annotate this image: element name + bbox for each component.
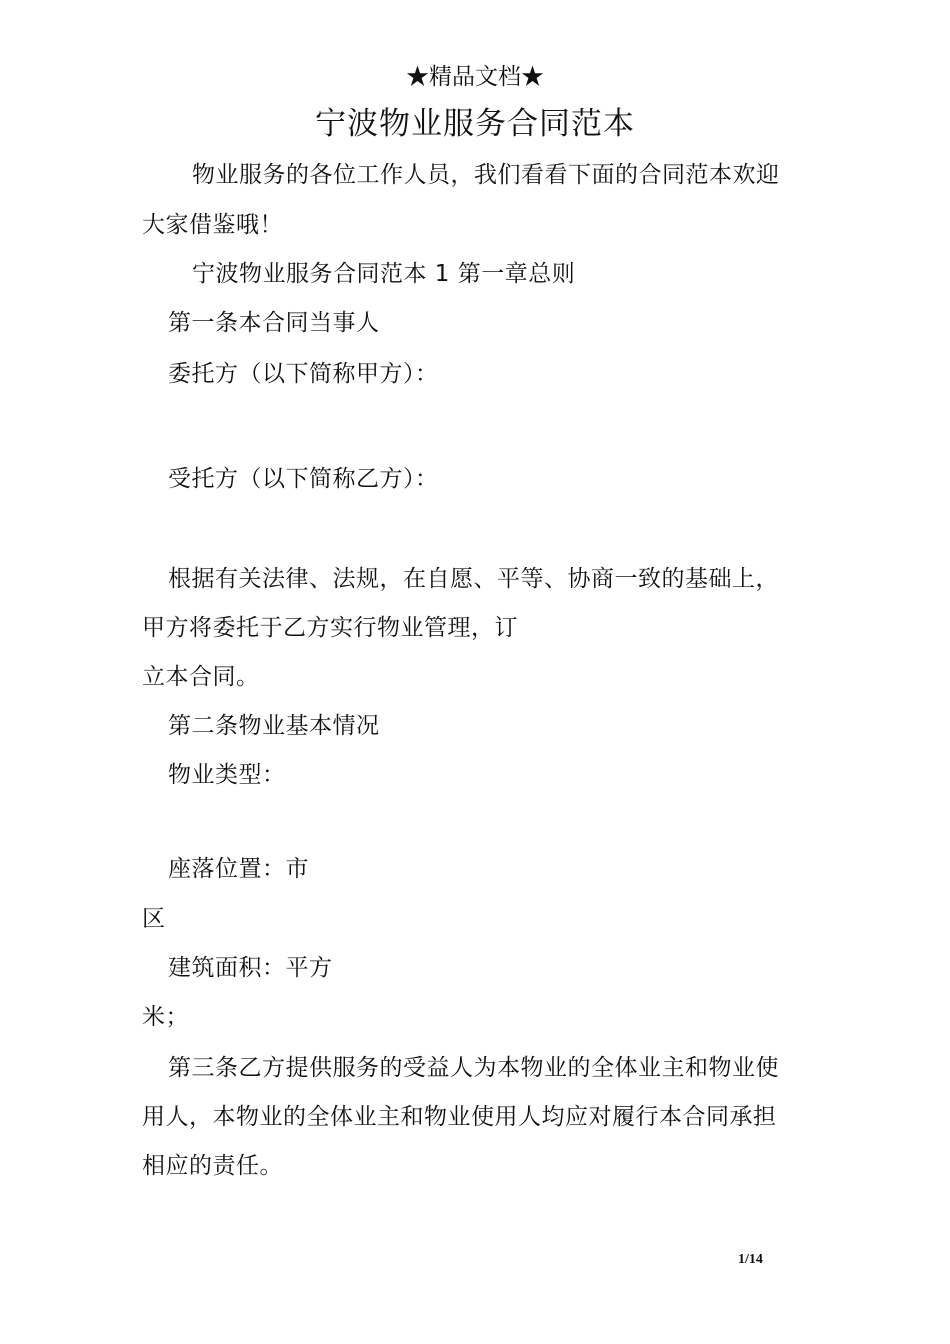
paragraph-line: 物业服务的各位工作人员，我们看看下面的合同范本欢迎 xyxy=(192,162,780,188)
paragraph-line: 用人，本物业的全体业主和物业使用人均应对履行本合同承担 xyxy=(142,1104,777,1130)
paragraph-line: 立本合同。 xyxy=(142,664,260,690)
field-line: 建筑面积：平方 xyxy=(168,955,333,981)
field-line: 米； xyxy=(142,1004,189,1030)
paragraph-line: 根据有关法律、法规，在自愿、平等、协商一致的基础上， xyxy=(168,566,779,592)
header-mark: ★精品文档★ xyxy=(406,64,544,90)
article-heading: 第一条本合同当事人 xyxy=(168,310,380,336)
document-title: 宁波物业服务合同范本 xyxy=(315,106,635,142)
paragraph-line: 大家借鉴哦！ xyxy=(142,212,283,238)
paragraph-line: 甲方将委托于乙方实行物业管理，订 xyxy=(142,615,518,641)
party-b-line: 受托方（以下简称乙方）： xyxy=(168,466,439,492)
page-number: 1/14 xyxy=(738,1252,763,1267)
section-heading: 宁波物业服务合同范本 1 第一章总则 xyxy=(192,261,576,287)
article-heading: 第三条乙方提供服务的受益人为本物业的全体业主和物业使 xyxy=(168,1055,779,1081)
field-line: 区 xyxy=(142,906,166,932)
field-line: 物业类型： xyxy=(168,762,286,788)
field-line: 座落位置：市 xyxy=(168,856,309,882)
party-a-line: 委托方（以下简称甲方）： xyxy=(168,361,439,387)
article-heading: 第二条物业基本情况 xyxy=(168,713,380,739)
paragraph-line: 相应的责任。 xyxy=(142,1153,283,1179)
